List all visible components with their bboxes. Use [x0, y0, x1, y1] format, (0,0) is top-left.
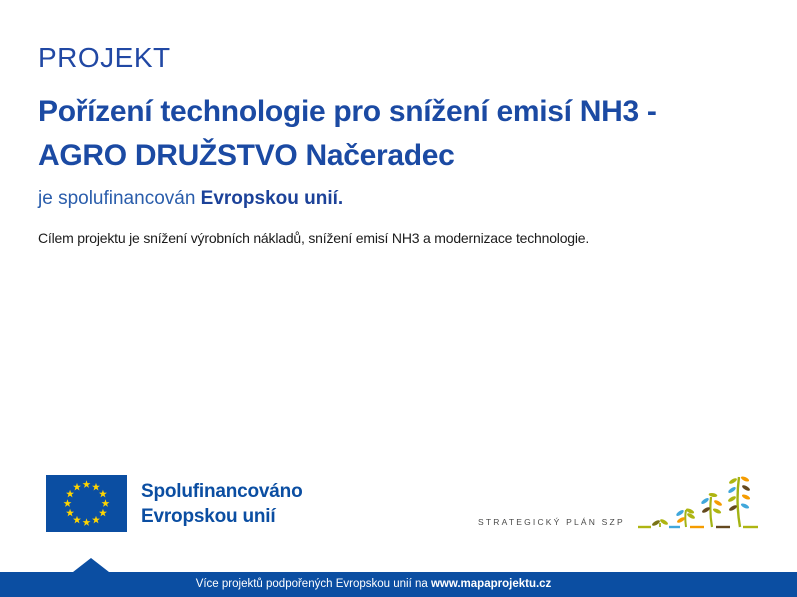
szp-strategic-plan-logo: [478, 468, 761, 530]
project-title: [38, 90, 657, 178]
eu-badge-text: [141, 479, 302, 529]
kicker: PROJEKT: [38, 42, 171, 73]
eu-badge-line1: Spolufinancováno: [141, 480, 303, 502]
eu-flag-icon: [46, 475, 127, 532]
szp-label: STRATEGICKÝ PLÁN SZP: [478, 517, 625, 527]
project-title-line1: Pořízení technologie pro snížení emisí NH3 -: [38, 95, 657, 128]
arrow-up-icon: [73, 558, 109, 572]
footer-text: Více projektů podpořených Evropskou unií na: [195, 578, 431, 590]
cofinance-prefix: je spolufinancován: [38, 188, 201, 209]
szp-plants-icon: [633, 468, 761, 530]
footer-bar: [0, 572, 797, 597]
eu-badge-line2: Evropskou unií: [141, 505, 276, 527]
eu-cofunded-badge: [46, 475, 302, 532]
project-title-line2: AGRO DRUŽSTVO Načeradec: [38, 139, 455, 172]
cofinance-line: [38, 188, 343, 210]
footer-link[interactable]: www.mapaprojektu.cz: [430, 578, 552, 590]
cofinance-bold: Evropskou unií.: [200, 188, 344, 209]
project-description: Cílem projektu je snížení výrobních nákladů, snížení emisí NH3 a modernizace technologie.: [38, 230, 590, 246]
